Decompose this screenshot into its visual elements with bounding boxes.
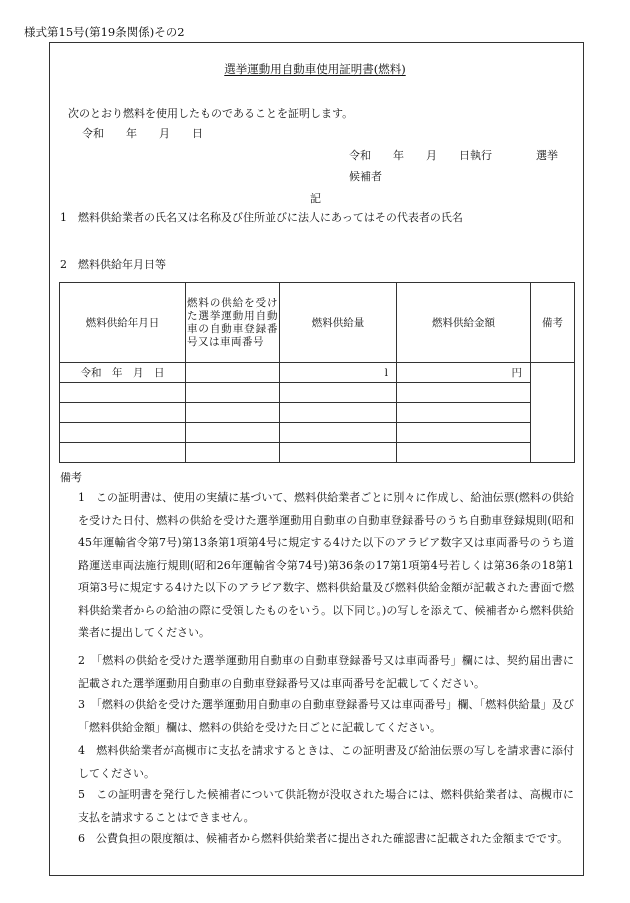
candidate-label: 候補者 [349,170,382,183]
table-row [60,443,575,463]
table-row [60,363,575,383]
form-number: 様式第15号(第19条関係)その2 [24,25,185,39]
cell [186,403,280,423]
row-quantity: l [280,363,397,383]
cell [397,423,531,443]
cell [60,383,186,403]
fuel-supply-table [59,282,575,463]
cell [60,403,186,423]
table-row [60,403,575,423]
cell [397,383,531,403]
note-6: 6 公費負担の限度額は、候補者から燃料供給業者に提出された確認書に記載された金額までです。 [78,832,569,845]
document-title [0,62,630,76]
table-row [60,383,575,403]
table-header-row [60,283,575,363]
cell [280,443,397,463]
cell [60,443,186,463]
header-vehicle-number: 燃料の供給を受けた選挙運動用自動車の自動車登録番号又は車両番号 [186,283,280,363]
item-2-supply-date: 2 燃料供給年月日等 [60,258,166,271]
cell [186,443,280,463]
note-4: 4 燃料供給業者が高槻市に支払を請求するときは、この証明書及び給油伝票の写しを請求書に添付してください。 [78,744,574,780]
note-3: 3 「燃料の供給を受けた選挙運動用自動車の自動車登録番号又は車両番号」欄、「燃料供給量」及び「燃料供給金額」欄は、燃料の供給を受けた日ごとに記載してください。 [78,698,574,734]
ki-label: 記 [310,192,321,205]
item-1-supplier: 1 燃料供給業者の氏名又は名称及び住所並びに法人にあってはその代表者の氏名 [60,211,463,224]
note-2: 2 「燃料の供給を受けた選挙運動用自動車の自動車登録番号又は車両番号」欄には、契約届出書に記載された選挙運動用自動車の自動車登録番号又は車両番号を記載してください。 [78,654,574,690]
cell [280,423,397,443]
header-remarks: 備考 [531,283,575,363]
header-supply-date: 燃料供給年月日 [60,283,186,363]
row-amount: 円 [397,363,531,383]
cell [397,443,531,463]
row-vehicle-cell [186,363,280,383]
certification-date: 令和 年 月 日 [82,127,203,140]
cell [280,383,397,403]
cell [186,423,280,443]
notes-heading: 備考 [60,471,82,484]
note-5: 5 この証明書を発行した候補者について供託物が没収された場合には、燃料供給業者は、高槻市に支払を請求することはできません。 [78,788,574,824]
certification-statement: 次のとおり燃料を使用したものであることを証明します。 [68,107,354,120]
cell [186,383,280,403]
election-execution-line: 令和 年 月 日執行 選挙 [349,149,558,162]
table-row [60,423,575,443]
cell [280,403,397,423]
cell [60,423,186,443]
document-title-text: 選挙運動用自動車使用証明書(燃料) [224,62,406,76]
remarks-cell [531,363,575,463]
row-date: 令和 年 月 日 [60,363,186,383]
header-amount: 燃料供給金額 [397,283,531,363]
header-quantity: 燃料供給量 [280,283,397,363]
cell [397,403,531,423]
note-1: 1 この証明書は、使用の実績に基づいて、燃料供給業者ごとに別々に作成し、給油伝票(燃料の供給を受けた日付、燃料の供給を受けた選挙運動用自動車の自動車登録番号のうち自動車登録規則(昭和45年運輸省令第7号)第13条第1項第4号に規定する4けた以下のアラビア数字又は車両番号のうち道路運送車両法施行規則(昭和26年運輸省令第74号)第36条の17第1項第4号若しくは第36条の18第1項第3号に規定する4けた以下のアラビア数字、燃料供給量及び燃料供給金額が記載された書面で燃料供給業者からの給油の際に受領したものをいう。以下同じ。)の写しを添えて、候補者から燃料供給業者に提出してください。 [78,491,574,639]
